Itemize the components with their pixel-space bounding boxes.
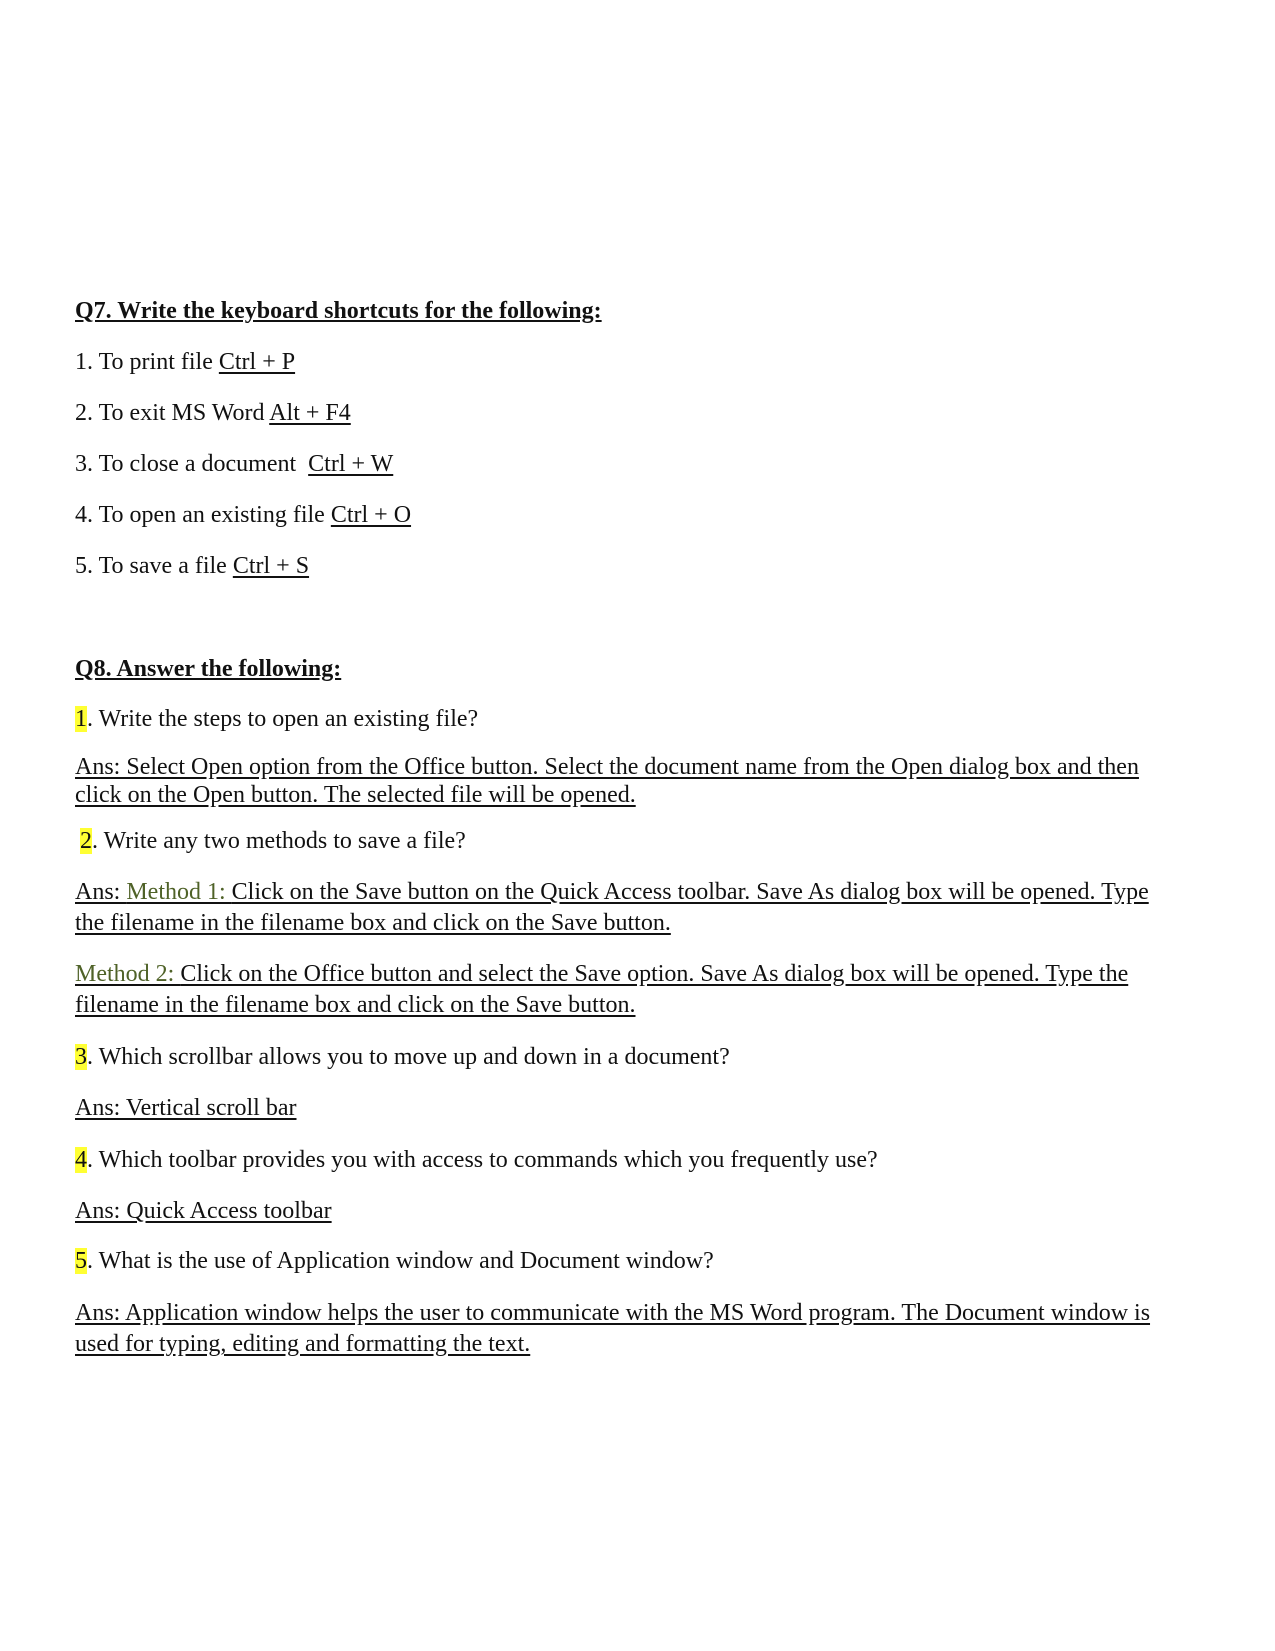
method-2-label: Method 2:	[75, 961, 181, 987]
q7-shortcut: Ctrl + P	[218, 349, 296, 375]
q8-answer-2-method-2-line-1	[75, 959, 1128, 989]
q7-item-text: 2. To exit MS Word	[75, 400, 270, 426]
q8-question-3	[75, 1042, 730, 1072]
question-text: . Which toolbar provides you with access to commands which you frequently use?	[87, 1147, 878, 1173]
q8-heading: Q8. Answer the following:	[75, 656, 342, 682]
method-2-text: Click on the Office button and select the Save option. Save As dialog box will be opened. Type the	[180, 961, 1129, 987]
q7-shortcut: Alt + F4	[269, 400, 351, 426]
q7-item-3	[75, 449, 393, 479]
method-1-text: Click on the Save button on the Quick Access toolbar. Save As dialog box will be opened. Type	[231, 879, 1149, 905]
q8-answer-2-method-2-line-2: filename in the filename box and click on the Save button.	[75, 992, 636, 1018]
q8-answer-5-line-2: used for typing, editing and formatting the text.	[75, 1331, 531, 1357]
q7-shortcut: Ctrl + S	[232, 553, 310, 579]
question-number: 1	[75, 706, 87, 732]
q8-question-4	[75, 1145, 878, 1175]
q7-shortcut: Ctrl + O	[330, 502, 412, 528]
q8-question-5	[75, 1246, 714, 1276]
ans-prefix: Ans:	[75, 879, 127, 905]
q8-answer-3: Ans: Vertical scroll bar	[75, 1095, 297, 1121]
q7-item-2	[75, 398, 351, 428]
question-text: . Write the steps to open an existing file?	[87, 706, 479, 732]
q8-answer-1-line-2: click on the Open button. The selected file will be opened.	[75, 782, 636, 808]
q7-item-text: 4. To open an existing file	[75, 502, 331, 528]
q8-question-2	[80, 826, 466, 856]
question-number: 2	[80, 828, 92, 854]
question-text: . Write any two methods to save a file?	[92, 828, 466, 854]
q7-item-text: 3. To close a document	[75, 451, 309, 477]
q7-item-text: 5. To save a file	[75, 553, 233, 579]
q7-shortcut: Ctrl + W	[308, 451, 394, 477]
q8-answer-5-line-1: Ans: Application window helps the user to communicate with the MS Word program. The Document window is	[75, 1300, 1151, 1326]
q8-question-1	[75, 704, 478, 734]
q8-answer-2-method-1-line-2: the filename in the filename box and click on the Save button.	[75, 910, 671, 936]
q8-answer-4: Ans: Quick Access toolbar	[75, 1198, 332, 1224]
question-number: 3	[75, 1044, 87, 1070]
question-number: 5	[75, 1248, 87, 1274]
q7-item-text: 1. To print file	[75, 349, 219, 375]
question-text: . What is the use of Application window and Document window?	[87, 1248, 714, 1274]
q8-answer-2-method-1-line-1	[75, 877, 1149, 907]
q8-answer-1-line-1: Ans: Select Open option from the Office button. Select the document name from the Open dialog box and then	[75, 754, 1139, 780]
question-number: 4	[75, 1147, 87, 1173]
q7-item-5	[75, 551, 309, 581]
q7-item-1	[75, 347, 295, 377]
q7-item-4	[75, 500, 411, 530]
question-text: . Which scrollbar allows you to move up and down in a document?	[87, 1044, 730, 1070]
q7-heading: Q7. Write the keyboard shortcuts for the following:	[75, 298, 602, 324]
method-1-label: Method 1:	[126, 879, 232, 905]
